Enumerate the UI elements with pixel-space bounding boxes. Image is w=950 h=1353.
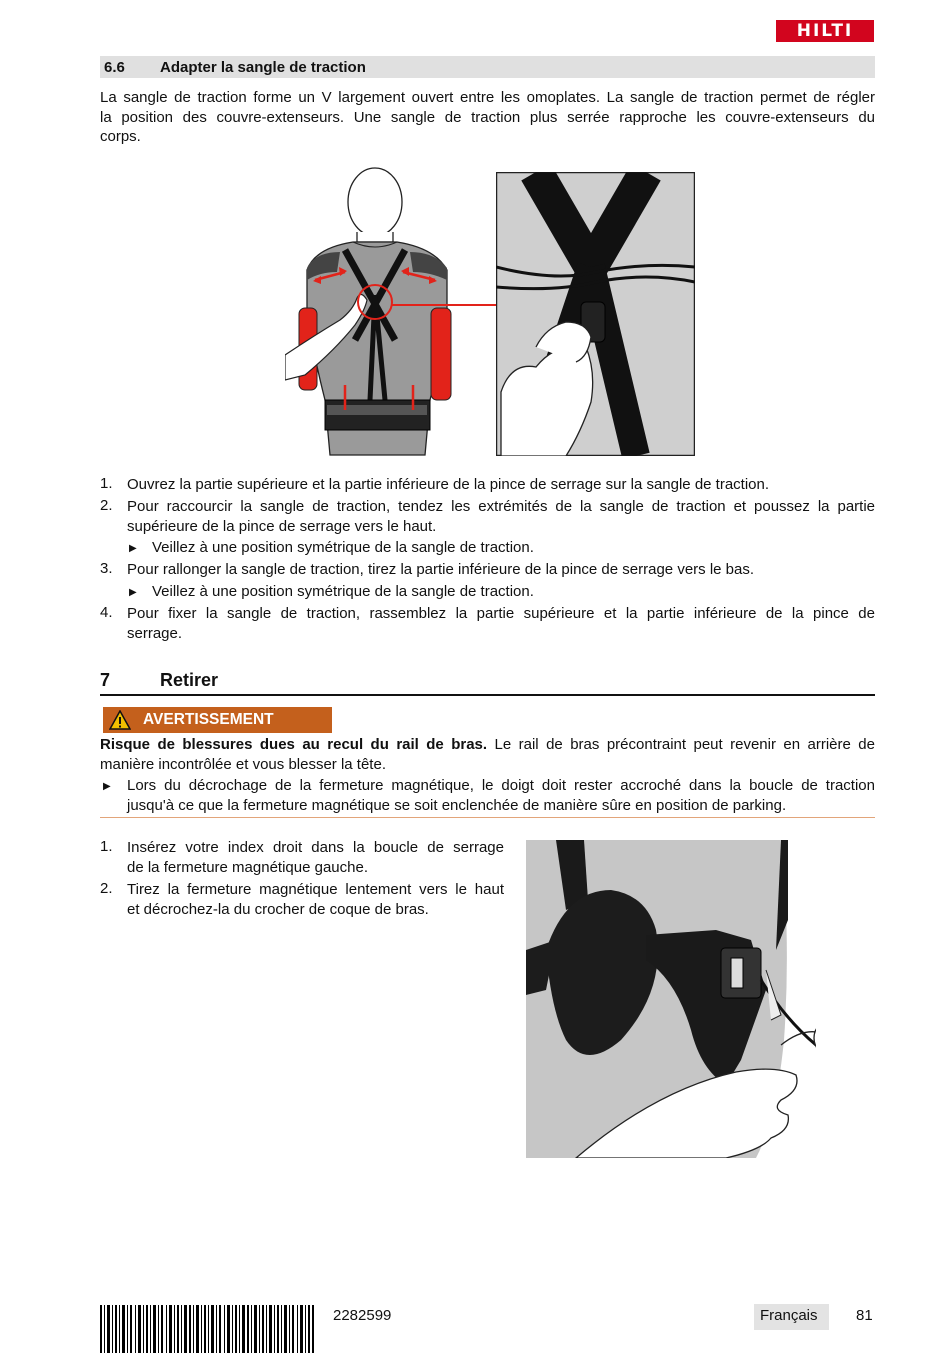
step-number: 2.: [100, 880, 113, 897]
detail-connector-line: [392, 304, 497, 306]
intro-line: la position des couvre-extenseurs. Une sangle de traction plus serrée rapproche les couvre-extenseurs du: [100, 108, 875, 126]
step-text: [127, 880, 504, 919]
step-line: et décrochez-la du crocher de coque de bras.: [127, 900, 429, 918]
step-line: Pour raccourcir la sangle de traction, tendez les extrémités de la sangle de traction et poussez la partie: [127, 498, 875, 515]
step-text: [127, 604, 875, 643]
step-text: Ouvrez la partie supérieure et la partie inférieure de la pince de serrage sur la sangle de traction.: [127, 476, 770, 493]
language-label: Français: [760, 1307, 818, 1324]
section-number: 6.6: [104, 59, 125, 76]
clamp-detail-illustration: [496, 172, 695, 456]
warning-line: [100, 735, 875, 755]
intro-paragraph: [100, 88, 875, 147]
warning-line-rest: Le rail de bras précontraint peut revenir en arrière de: [487, 736, 875, 753]
step-number: 4.: [100, 604, 113, 621]
warning-instruction-line: Lors du décrochage de la fermeture magnétique, le doigt doit rester accroché dans la boucle de traction: [127, 777, 875, 794]
section-title: Adapter la sangle de traction: [160, 59, 366, 76]
warning-instruction-line: jusqu'à ce que la fermeture magnétique se soit enclenchée de manière sûre en position de parking.: [127, 796, 787, 814]
warning-bottom-rule: [100, 817, 875, 818]
bullet-triangle-icon: ▶: [103, 781, 111, 792]
step-number: 1.: [100, 838, 113, 855]
step-line: de la fermeture magnétique gauche.: [127, 858, 368, 876]
barcode-graphic: [100, 1305, 315, 1353]
step-substep: Veillez à une position symétrique de la sangle de traction.: [152, 583, 534, 600]
step-number: 1.: [100, 475, 113, 492]
step-line: supérieure de la pince de serrage vers le haut.: [127, 517, 437, 535]
step-line: serrage.: [127, 624, 183, 642]
chapter-rule: [100, 694, 875, 696]
intro-line: La sangle de traction forme un V largement ouvert entre les omoplates. La sangle de traction permet de régler: [100, 89, 875, 106]
step-line: Pour fixer la sangle de traction, rassemblez la partie supérieure et la partie inférieure de la pince de: [127, 605, 875, 622]
bullet-triangle-icon: ▶: [129, 587, 137, 598]
step-number: 2.: [100, 497, 113, 514]
step-substep: Veillez à une position symétrique de la sangle de traction.: [152, 539, 534, 556]
chapter-title: Retirer: [160, 670, 219, 690]
warning-triangle-icon: [109, 710, 131, 730]
harness-back-illustration: [285, 160, 465, 465]
chapter-number: 7: [100, 670, 111, 690]
intro-line: corps.: [100, 128, 141, 145]
magnetic-closure-illustration: [526, 840, 816, 1158]
warning-label: AVERTISSEMENT: [143, 711, 274, 728]
hilti-logo: HILTI: [776, 20, 874, 42]
step-text: [127, 497, 875, 536]
warning-line: manière incontrôlée et vous blesser la tête.: [100, 755, 386, 773]
step-text: Pour rallonger la sangle de traction, tirez la partie inférieure de la pince de serrage vers le bas.: [127, 561, 755, 578]
document-code: 2282599: [333, 1307, 392, 1324]
warning-instruction: [127, 776, 875, 815]
step-line: Insérez votre index droit dans la boucle de serrage: [127, 839, 504, 856]
warning-text: [100, 735, 875, 774]
step-text: [127, 838, 504, 877]
step-number: 3.: [100, 560, 113, 577]
warning-badge: [103, 707, 332, 733]
page-number: 81: [856, 1307, 873, 1324]
warning-bold-lead: Risque de blessures dues au recul du rail de bras.: [100, 736, 488, 753]
step-line: Tirez la fermeture magnétique lentement vers le haut: [127, 881, 504, 898]
bullet-triangle-icon: ▶: [129, 543, 137, 554]
